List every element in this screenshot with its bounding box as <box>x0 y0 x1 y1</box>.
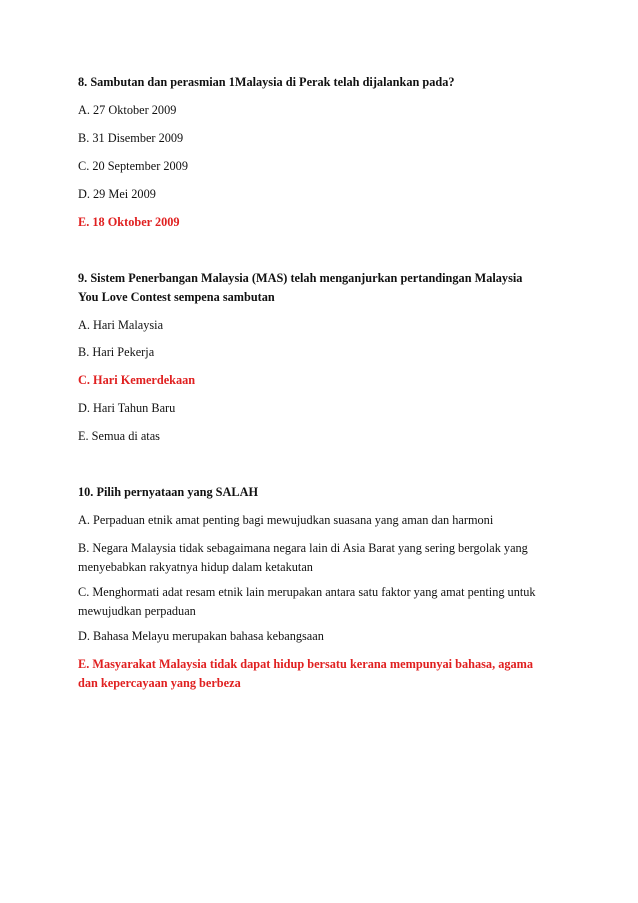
question-10-option-e-answer-line1: E. Masyarakat Malaysia tidak dapat hidup bersatu kerana mempunyai bahasa, agama <box>78 657 534 671</box>
question-9-option-e: E. Semua di atas <box>78 429 160 443</box>
question-8-text: Sambutan dan perasmian 1Malaysia di Perak telah dijalankan pada? <box>90 75 455 89</box>
question-9-option-c-answer: C. Hari Kemerdekaan <box>78 373 196 387</box>
question-10-text: Pilih pernyataan yang SALAH <box>96 485 259 499</box>
question-10-option-b-line2: menyebabkan rakyatnya hidup dalam ketakutan <box>78 560 313 574</box>
question-9-text-line1: Sistem Penerbangan Malaysia (MAS) telah menganjurkan pertandingan Malaysia <box>90 271 523 285</box>
question-8-option-e-answer: E. 18 Oktober 2009 <box>78 215 180 229</box>
question-8 <box>78 71 564 93</box>
question-8-number: 8. <box>78 75 88 89</box>
question-8-option-c: C. 20 September 2009 <box>78 159 188 173</box>
question-9-option-a: A. Hari Malaysia <box>78 318 164 332</box>
question-9-option-b: B. Hari Pekerja <box>78 345 155 359</box>
question-10 <box>78 481 564 503</box>
question-9-option-d: D. Hari Tahun Baru <box>78 401 176 415</box>
question-9-number: 9. <box>78 271 88 285</box>
question-10-option-b-line1: B. Negara Malaysia tidak sebagaimana negara lain di Asia Barat yang sering bergolak yang <box>78 541 528 555</box>
question-10-number: 10. <box>78 485 94 499</box>
question-10-option-a: A. Perpaduan etnik amat penting bagi mewujudkan suasana yang aman dan harmoni <box>78 513 494 527</box>
question-9-text-line2: You Love Contest sempena sambutan <box>78 290 275 304</box>
question-10-option-d: D. Bahasa Melayu merupakan bahasa kebangsaan <box>78 629 324 643</box>
question-8-option-a: A. 27 Oktober 2009 <box>78 103 177 117</box>
question-10-option-c-line2: mewujudkan perpaduan <box>78 604 196 618</box>
question-10-option-e-answer-line2: dan kepercayaan yang berbeza <box>78 676 241 690</box>
question-10-option-c-line1: C. Menghormati adat resam etnik lain merupakan antara satu faktor yang amat penting untuk <box>78 585 536 599</box>
question-8-option-b: B. 31 Disember 2009 <box>78 131 184 145</box>
question-8-option-d: D. 29 Mei 2009 <box>78 187 156 201</box>
